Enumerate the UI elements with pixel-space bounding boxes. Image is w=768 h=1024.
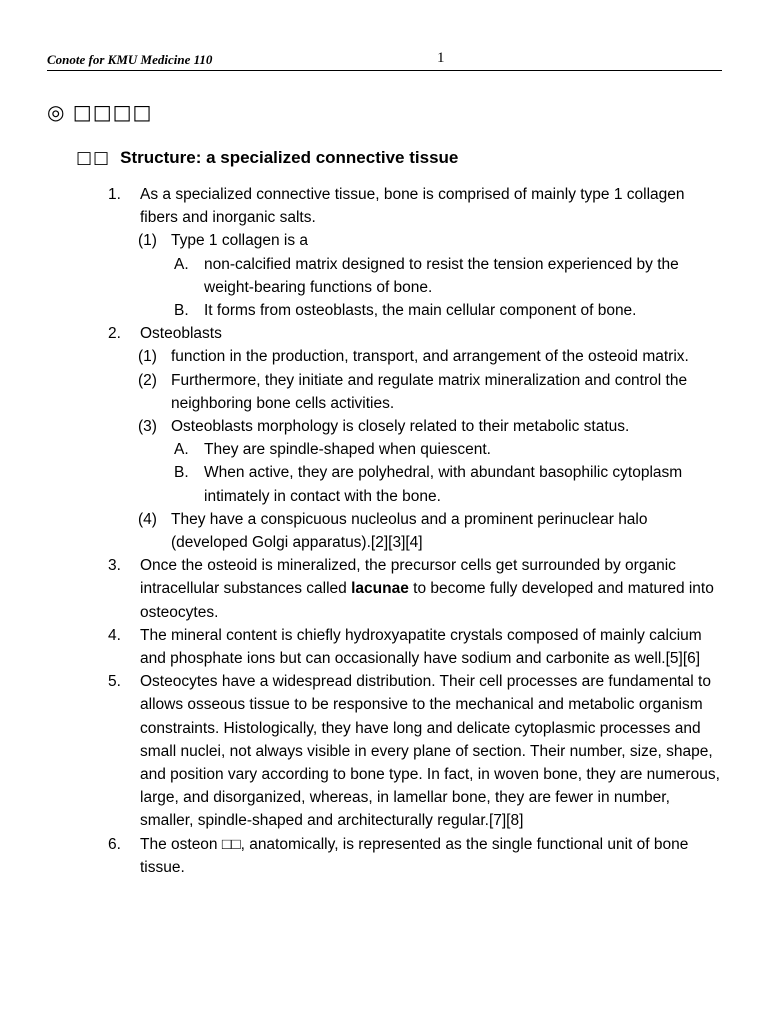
list-item	[0, 508, 721, 554]
list-item	[0, 438, 722, 461]
list-item	[0, 624, 720, 670]
list-marker: B.	[174, 302, 189, 320]
list-item-text: non-calcified matrix designed to resist the tension experienced by the weight-bearing functions of bone.	[204, 255, 679, 296]
section-heading: ◎ □□□□	[47, 100, 153, 124]
list-item-text: Osteoblasts	[140, 325, 222, 343]
list-item	[0, 670, 720, 832]
list-marker: B.	[174, 464, 189, 482]
list-item-text: to become fully developed and matured into osteocytes.	[140, 580, 714, 621]
list-item-text: As a specialized connective tissue, bone is comprised of mainly type 1 collagen fibers and inorganic salts.	[140, 186, 685, 227]
list-item-text: Furthermore, they initiate and regulate matrix mineralization and control the neighboring bone cells activities.	[171, 371, 688, 412]
list-marker: A.	[174, 441, 189, 459]
list-marker: 1.	[108, 186, 121, 203]
list-item-text: Osteocytes have a widespread distribution. Their cell processes are fundamental to allows osseous tissue to be responsive to the mechanical and metabolic organism constraints. Histologically, they have long and delicate cytoplasmic processes and small nuclei, not always visible in every plane of section. Their number, size, shape, and position vary according to bone type. In fact, in woven bone, they are numerous, large, and disorganized, whereas, in lamellar bone, they are fewer in number, smaller, spindle-shaped and architecturally regular.[7][8]	[140, 673, 720, 830]
list-item-text: function in the production, transport, and arrangement of the osteoid matrix.	[171, 348, 689, 366]
list-marker: (3)	[138, 418, 157, 436]
list-item-text: When active, they are polyhedral, with abundant basophilic cytoplasm intimately in contact with the bone.	[204, 464, 683, 505]
list-item-text: The mineral content is chiefly hydroxyapatite crystals composed of mainly calcium and phosphate ions but can occasionally have sodium and carbonite as well.[5][6]	[140, 626, 702, 668]
list-item-text: The osteon □□, anatomically, is represented as the single functional unit of bone tissue.	[140, 835, 689, 876]
list-marker: 6.	[108, 835, 121, 853]
bold-term-lacunae: lacunae	[351, 580, 409, 598]
list-item	[0, 322, 720, 345]
subsection-heading	[76, 148, 458, 168]
list-marker: A.	[174, 255, 189, 273]
list-item-text: They are spindle-shaped when quiescent.	[204, 441, 491, 459]
list-marker: (1)	[138, 232, 157, 250]
list-item-text: They have a conspicuous nucleolus and a prominent perinuclear halo (developed Golgi apparatus).[2][3][4]	[171, 510, 648, 552]
list-item	[0, 345, 721, 368]
list-marker: (1)	[138, 348, 157, 366]
list-item	[0, 461, 722, 507]
list-item	[0, 229, 721, 252]
page-header	[47, 50, 722, 71]
list-item	[0, 183, 720, 229]
list-item-text: Once the osteoid is mineralized, the precursor cells get surrounded by organic intracellular substances called	[140, 557, 676, 598]
list-item	[0, 415, 721, 438]
list-marker: 3.	[108, 557, 121, 575]
list-marker: 5.	[108, 673, 121, 691]
list-item-text: Type 1 collagen is a	[171, 232, 309, 250]
list-item-text: Osteoblasts morphology is closely related to their metabolic status.	[171, 418, 630, 436]
list-item	[0, 299, 722, 322]
list-marker: (2)	[138, 371, 157, 389]
list-item	[0, 369, 721, 415]
page-number: 1	[437, 50, 445, 66]
subsection-title: Structure: a specialized connective tissue	[120, 148, 459, 167]
outline-list	[0, 183, 768, 879]
list-item	[0, 253, 722, 299]
list-marker: (4)	[138, 510, 157, 528]
header-title: Conote for KMU Medicine 110	[47, 52, 213, 67]
list-marker: 2.	[108, 325, 121, 343]
subsection-marker: □□	[76, 148, 111, 168]
list-item	[0, 554, 720, 624]
list-item-text: It forms from osteoblasts, the main cellular component of bone.	[204, 302, 637, 320]
list-marker: 4.	[108, 626, 121, 644]
list-item	[0, 833, 720, 879]
